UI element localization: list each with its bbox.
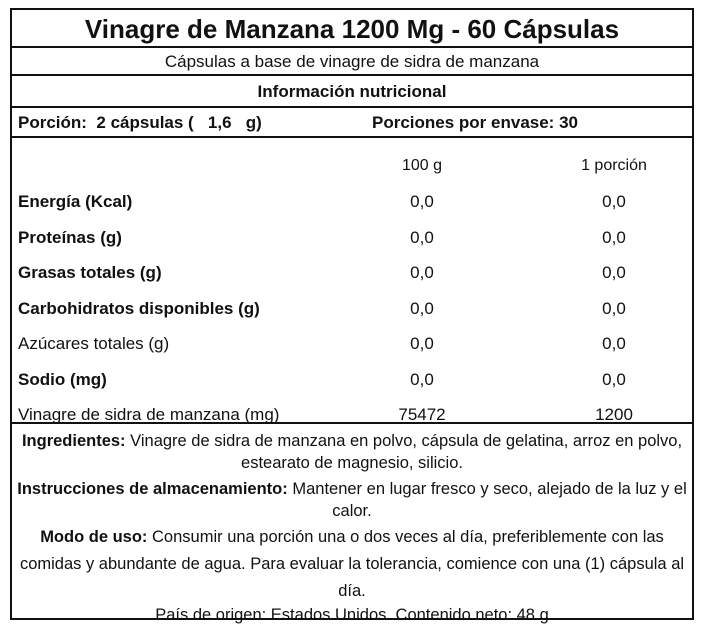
section-title: Información nutricional [12,76,692,108]
ingredients-label: Ingredientes: [21,432,126,450]
nutrient-name: Vinagre de sidra de manzana (mg) [18,405,280,424]
servings-per-container: Porciones por envase: 30 [372,113,578,132]
ingredients-paragraph [16,430,688,474]
nutrient-name: Azúcares totales (g) [18,334,170,353]
nutrient-row [12,291,692,327]
nutrient-value-portion: 0,0 [602,334,626,353]
nutrient-row [12,255,692,291]
column-header-row [12,148,692,184]
nutrient-row [12,184,692,220]
nutrient-row [12,220,692,256]
nutrient-value-100g: 75472 [398,405,446,424]
nutrition-table [12,138,692,424]
footer [12,424,692,624]
nutrient-value-100g: 0,0 [410,369,434,389]
column-header-100g: 100 g [401,157,443,174]
nutrient-value-portion: 0,0 [602,263,626,282]
origin-text: País de origen: Estados Unidos. Contenido neto: 48 g [155,606,549,624]
nutrient-value-portion: 1200 [595,405,633,424]
column-header-portion: 1 porción [581,157,647,174]
storage-paragraph [16,478,688,522]
nutrient-name: Energía (Kcal) [18,192,133,211]
nutrient-value-100g: 0,0 [410,334,434,353]
nutrient-value-portion: 0,0 [602,227,626,247]
product-subtitle: Cápsulas a base de vinagre de sidra de manzana [12,48,692,76]
portion-row [12,108,692,138]
nutrient-value-100g: 0,0 [410,263,434,282]
nutrient-value-portion: 0,0 [602,192,626,211]
storage-text: Mantener en lugar fresco y seco, alejado de la luz y el calor. [287,480,687,520]
nutrient-value-100g: 0,0 [410,227,434,247]
nutrition-label [10,8,694,624]
nutrient-name: Sodio (mg) [18,369,107,389]
ingredients-text: Vinagre de sidra de manzana en polvo, cápsula de gelatina, arroz en polvo, estearato de magnesio, silicio. [125,432,683,472]
nutrient-value-portion: 0,0 [602,369,626,389]
portion-size: Porción: 2 cápsulas ( 1,6 g) [18,113,262,132]
storage-label: Instrucciones de almacenamiento: [17,480,288,498]
product-title: Vinagre de Manzana 1200 Mg - 60 Cápsulas [12,10,692,48]
nutrient-row [12,326,692,362]
nutrient-name: Carbohidratos disponibles (g) [18,298,260,318]
nutrient-value-100g: 0,0 [410,192,434,211]
nutrient-row [12,362,692,398]
usage-label: Modo de uso: [40,528,148,546]
nutrient-value-portion: 0,0 [602,298,626,318]
nutrient-name: Grasas totales (g) [18,263,162,282]
nutrient-name: Proteínas (g) [18,227,122,247]
nutrient-value-100g: 0,0 [410,298,434,318]
usage-text: Consumir una porción una o dos veces al día, preferiblemente con las comidas y abundante de agua. Para evaluar la tolerancia, comience con una (1) cápsula al día. [19,528,685,600]
usage-paragraph [16,524,688,605]
